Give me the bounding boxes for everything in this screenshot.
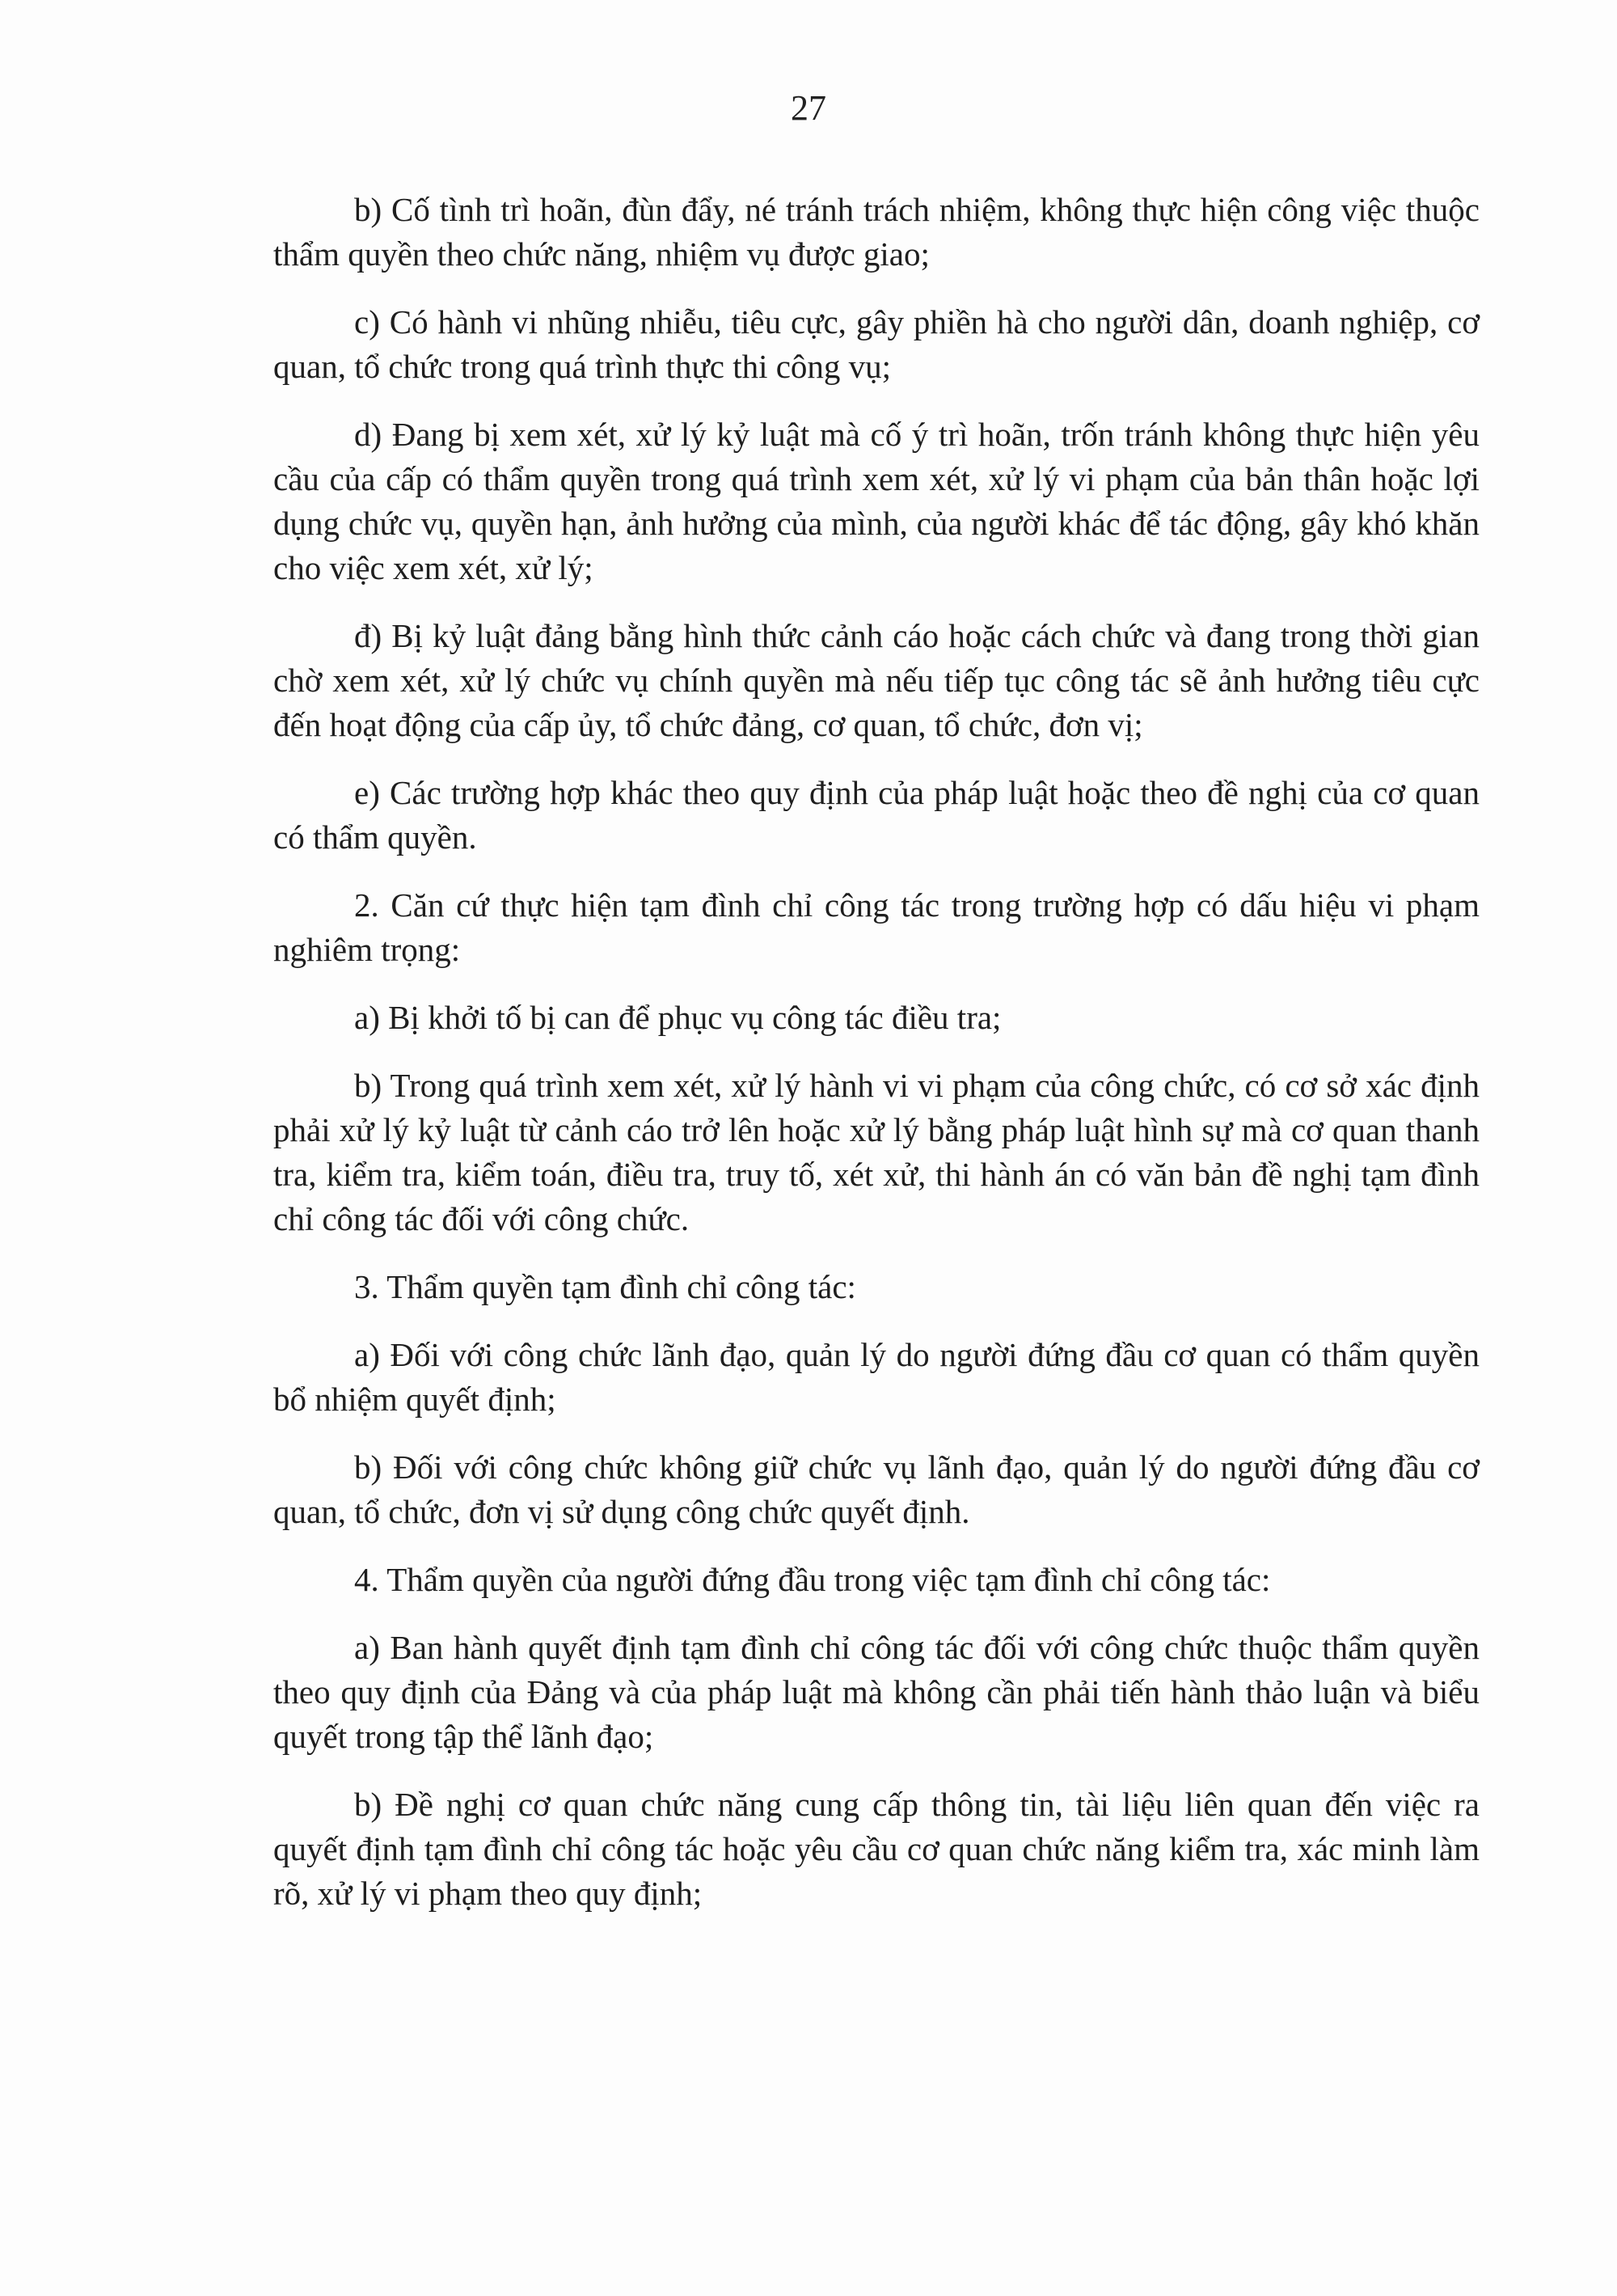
document-body — [273, 188, 1480, 1939]
page-number: 27 — [791, 88, 826, 128]
paragraph-4a: a) Ban hành quyết định tạm đình chỉ công tác đối với công chức thuộc thẩm quyền theo quy định của Đảng và của pháp luật mà không cần phải tiến hành thảo luận và biểu quyết trong tập thể lãnh đạo; — [273, 1629, 1480, 1755]
paragraph-1c: c) Có hành vi nhũng nhiễu, tiêu cực, gây phiền hà cho người dân, doanh nghiệp, cơ quan, tổ chức trong quá trình thực thi công vụ; — [273, 303, 1480, 385]
clause-3-heading: 3. Thẩm quyền tạm đình chỉ công tác: — [354, 1268, 856, 1305]
clause-4-heading: 4. Thẩm quyền của người đứng đầu trong việc tạm đình chỉ công tác: — [354, 1561, 1271, 1598]
paragraph-2a: a) Bị khởi tố bị can để phục vụ công tác điều tra; — [354, 999, 1002, 1036]
paragraph-3a: a) Đối với công chức lãnh đạo, quản lý do người đứng đầu cơ quan có thẩm quyền bổ nhiệm quyết định; — [273, 1336, 1480, 1418]
paragraph-1d: d) Đang bị xem xét, xử lý kỷ luật mà cố ý trì hoãn, trốn tránh không thực hiện yêu cầu của cấp có thẩm quyền trong quá trình xem xét, xử lý vi phạm của bản thân hoặc lợi dụng chức vụ, quyền hạn, ảnh hưởng của mình, của người khác để tác động, gây khó khăn cho việc xem xét, xử lý; — [273, 416, 1480, 586]
paragraph-4b: b) Đề nghị cơ quan chức năng cung cấp thông tin, tài liệu liên quan đến việc ra quyết định tạm đình chỉ công tác hoặc yêu cầu cơ quan chức năng kiểm tra, xác minh làm rõ, xử lý vi phạm theo quy định; — [273, 1786, 1480, 1912]
clause-2-heading: 2. Căn cứ thực hiện tạm đình chỉ công tác trong trường hợp có dấu hiệu vi phạm nghiêm trọng: — [273, 886, 1480, 968]
paragraph-1b: b) Cố tình trì hoãn, đùn đẩy, né tránh trách nhiệm, không thực hiện công việc thuộc thẩm quyền theo chức năng, nhiệm vụ được giao; — [273, 191, 1480, 273]
paragraph-3b: b) Đối với công chức không giữ chức vụ lãnh đạo, quản lý do người đứng đầu cơ quan, tổ chức, đơn vị sử dụng công chức quyết định. — [273, 1448, 1480, 1530]
paragraph-1e: e) Các trường hợp khác theo quy định của pháp luật hoặc theo đề nghị của cơ quan có thẩm quyền. — [273, 774, 1480, 856]
paragraph-1dd: đ) Bị kỷ luật đảng bằng hình thức cảnh cáo hoặc cách chức và đang trong thời gian chờ xem xét, xử lý chức vụ chính quyền mà nếu tiếp tục công tác sẽ ảnh hưởng tiêu cực đến hoạt động của cấp ủy, tổ chức đảng, cơ quan, tổ chức, đơn vị; — [273, 617, 1480, 743]
paragraph-2b: b) Trong quá trình xem xét, xử lý hành vi vi phạm của công chức, có cơ sở xác định phải xử lý kỷ luật từ cảnh cáo trở lên hoặc xử lý bằng pháp luật hình sự mà cơ quan thanh tra, kiểm tra, kiểm toán, điều tra, truy tố, xét xử, thi hành án có văn bản đề nghị tạm đình chỉ công tác đối với công chức. — [273, 1067, 1480, 1237]
